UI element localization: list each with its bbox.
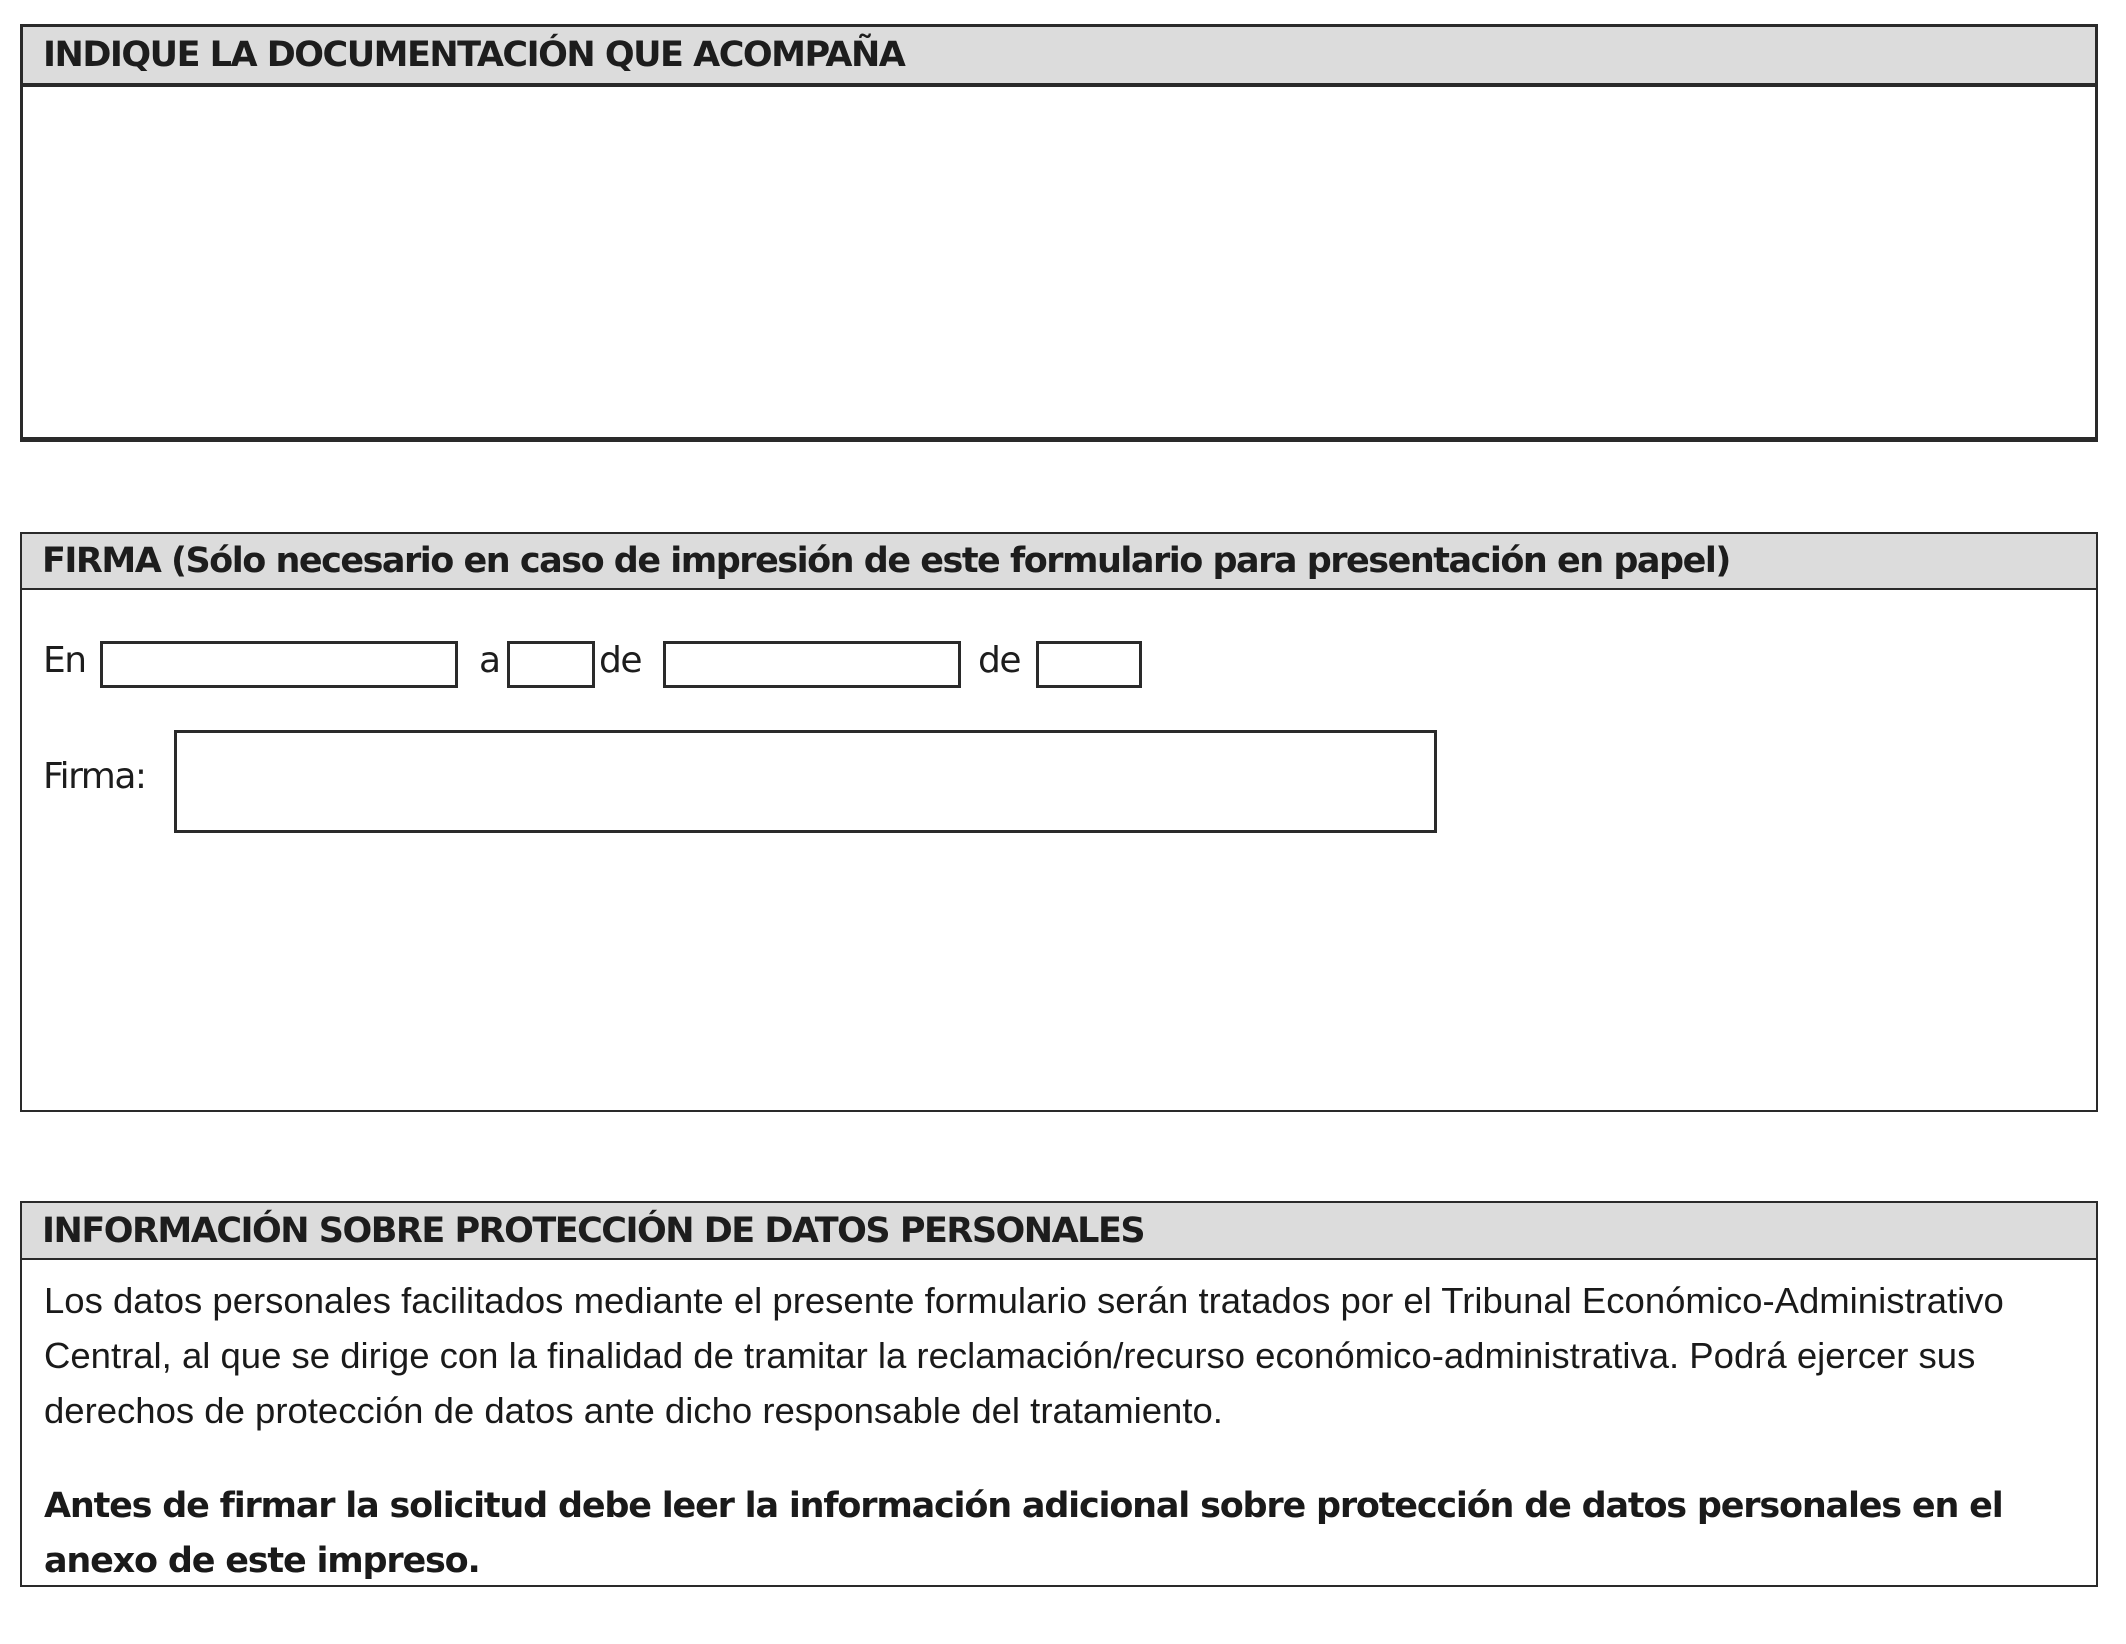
signature-section-title: FIRMA (Sólo necesario en caso de impresión de este formulario para presentación en papel) [22,534,2096,590]
signature-section [20,532,2098,1112]
day-label: a [479,640,500,681]
signature-label: Firma: [43,756,146,797]
documentation-section-title: INDIQUE LA DOCUMENTACIÓN QUE ACOMPAÑA [23,27,2095,87]
day-input[interactable] [507,641,595,688]
data-protection-notice: Antes de firmar la solicitud debe leer la información adicional sobre protección de datos personales en el anexo de este impreso. [44,1486,2003,1581]
place-label: En [43,640,86,681]
month-label: de [599,640,641,681]
data-protection-paragraph: Los datos personales facilitados mediante el presente formulario serán tratados por el Tribunal Económico-Administrativo Central, al que se dirige con la finalidad de tramitar la reclamación/recurso económico-administrativa. Podrá ejercer sus derechos de protección de datos ante dicho responsable del tratamiento. [44,1280,2004,1431]
place-input[interactable] [100,641,458,688]
signature-box[interactable] [174,730,1437,833]
data-protection-section-title: INFORMACIÓN SOBRE PROTECCIÓN DE DATOS PERSONALES [22,1203,2096,1260]
documentation-textarea[interactable] [23,87,2095,437]
year-input[interactable] [1036,641,1142,688]
year-label: de [978,640,1020,681]
documentation-section [20,24,2098,442]
month-input[interactable] [663,641,961,688]
data-protection-section [20,1201,2098,1587]
